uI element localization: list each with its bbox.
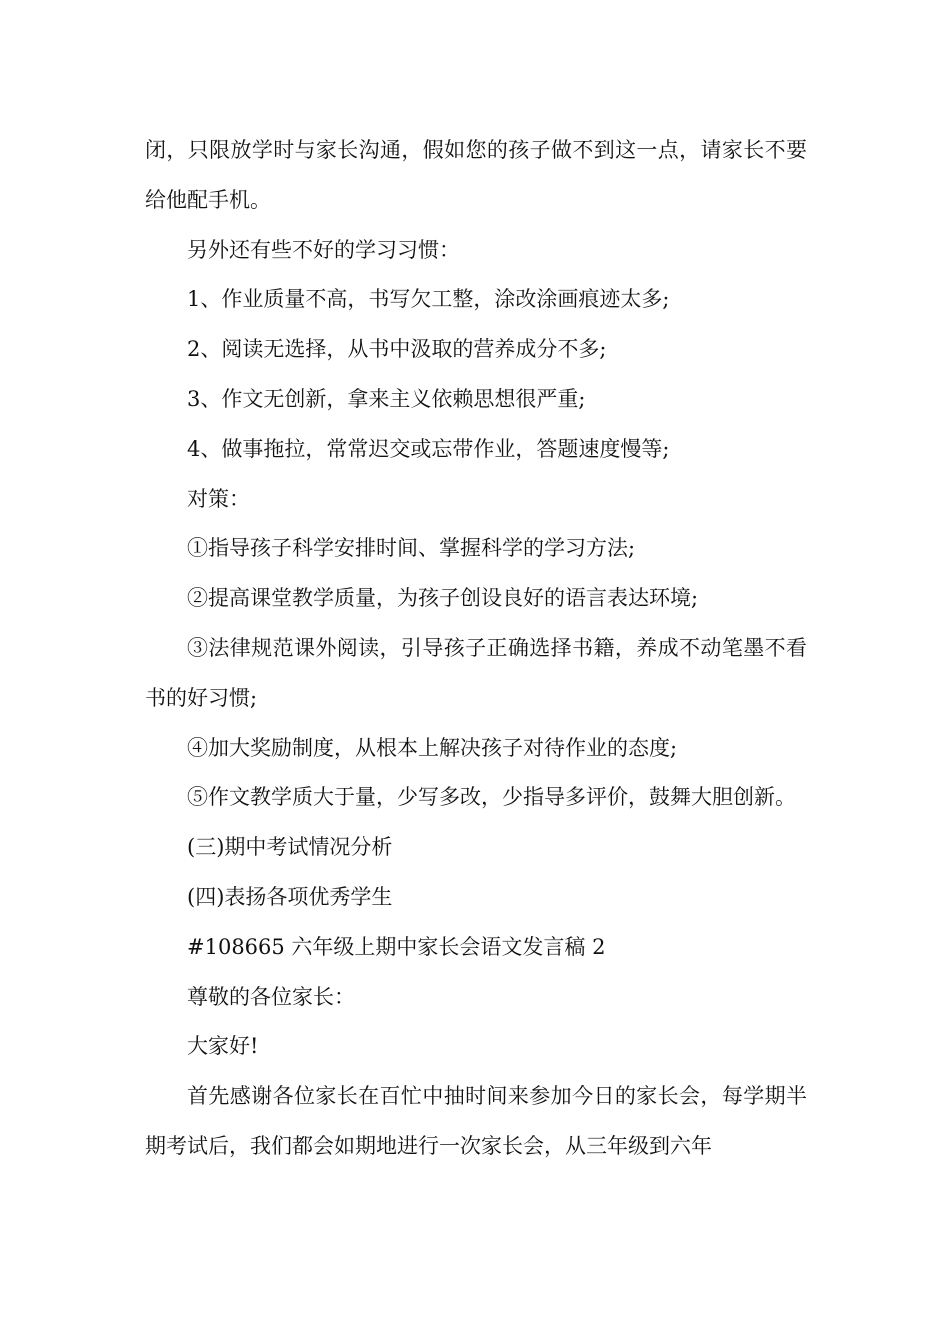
paragraph-habits-intro: 另外还有些不好的学习习惯： bbox=[187, 237, 460, 262]
list-item-habit-3: 3、作文无创新，拿来主义依赖思想很严重; bbox=[187, 386, 586, 411]
list-item-measure-1: ①指导孩子科学安排时间、掌握科学的学习方法; bbox=[187, 536, 636, 561]
section-heading-praise-students: (四)表扬各项优秀学生 bbox=[187, 884, 393, 909]
list-item-habit-2: 2、阅读无选择，从书中汲取的营养成分不多; bbox=[187, 337, 607, 362]
list-item-measure-5: ⑤作文教学质大于量，少写多改，少指导多评价，鼓舞大胆创新。 bbox=[187, 785, 796, 810]
paragraph-continuation: 闭，只限放学时与家长沟通，假如您的孩子做不到这一点，请家长不要给他配手机。 bbox=[145, 138, 807, 212]
list-item-measure-3: ③法律规范课外阅读，引导孩子正确选择书籍，养成不动笔墨不看书的好习惯; bbox=[145, 635, 807, 710]
salutation: 尊敬的各位家长： bbox=[187, 984, 355, 1009]
paragraph-opening: 首先感谢各位家长在百忙中抽时间来参加今日的家长会，每学期半期考试后，我们都会如期地进行一次家长会，从三年级到六年 bbox=[145, 1084, 807, 1158]
greeting: 大家好! bbox=[187, 1034, 259, 1059]
heading-countermeasures: 对策： bbox=[187, 486, 250, 511]
section-heading-exam-analysis: (三)期中考试情况分析 bbox=[187, 835, 393, 860]
list-item-measure-2: ②提高课堂教学质量，为孩子创设良好的语言表达环境; bbox=[187, 586, 699, 611]
list-item-habit-4: 4、做事拖拉，常常迟交或忘带作业，答题速度慢等; bbox=[187, 436, 670, 461]
list-item-habit-1: 1、作业质量不高，书写欠工整，涂改涂画痕迹太多; bbox=[187, 287, 670, 312]
document-body bbox=[145, 126, 807, 1172]
document-title-line: #108665 六年级上期中家长会语文发言稿 2 bbox=[187, 934, 606, 959]
list-item-measure-4: ④加大奖励制度，从根本上解决孩子对待作业的态度; bbox=[187, 735, 678, 760]
